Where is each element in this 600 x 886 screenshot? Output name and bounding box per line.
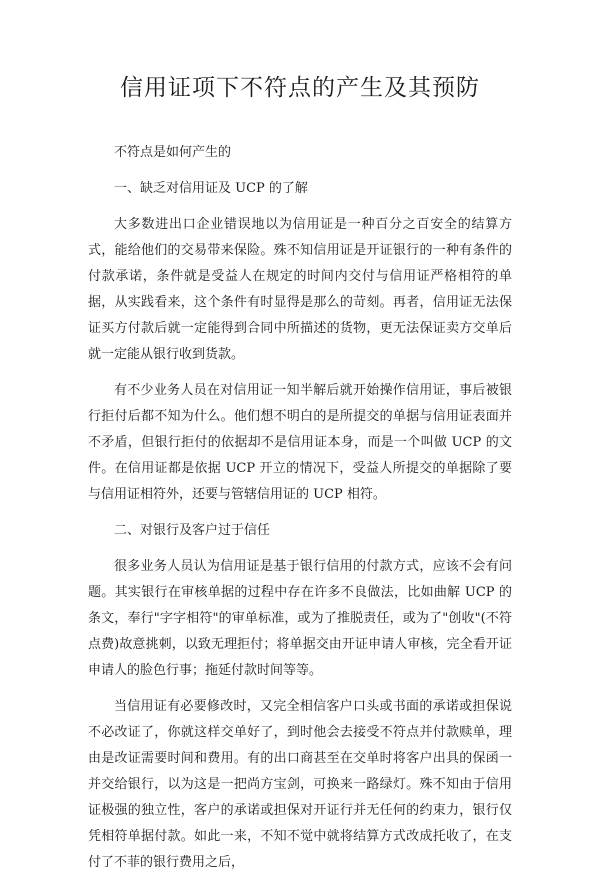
paragraph: 有不少业务人员在对信用证一知半解后就开始操作信用证，事后被银行拒付后都不知为什么。他们想不明白的是所提交的单据与信用证表面并不矛盾，但银行拒付的依据却不是信用证本身，而是一个叫做 UCP 的文件。在信用证都是依据 UCP 开立的情况下，受益人所提交的单据除了要与信用证相符外，还要与管辖信用证的 UCP 相符。 [88, 383, 512, 502]
section-heading: 一、缺乏对信用证及 UCP 的了解 [114, 181, 308, 196]
document-title: 信用证项下不符点的产生及其预防 [120, 75, 480, 101]
paragraph: 当信用证有必要修改时，又完全相信客户口头或书面的承诺或担保说不必改证了，你就这样交单好了，到时他会去接受不符点并付款赎单，理由是改证需要时间和费用。有的出口商甚至在交单时将客户出具的保函一并交给银行，以为这是一把尚方宝剑，可换来一路绿灯。殊不知由于信用证极强的独立性，客户的承诺或担保对开证行并无任何的约束力，银行仅凭相符单据付款。如此一来，不知不觉中就将结算方式改成托收了，在支付了不菲的银行费用之后， [88, 699, 512, 870]
paragraph: 很多业务人员认为信用证是基于银行信用的付款方式，应该不会有问题。其实银行在审核单据的过程中存在许多不良做法，比如曲解 UCP 的条文，奉行"字字相符"的审单标准，或为了推脱责任，或为了"创收"(不符点费)故意挑刺，以致无理拒付；将单据交由开证申请人审核，完全看开证申请人的脸色行事；拖延付款时间等等。 [88, 559, 512, 678]
document-body [88, 140, 512, 886]
paragraph: 大多数进出口企业错误地以为信用证是一种百分之百安全的结算方式，能给他们的交易带来保险。殊不知信用证是开证银行的一种有条件的付款承诺，条件就是受益人在规定的时间内交付与信用证严格相符的单据，从实践看来，这个条件有时显得是那么的苛刻。再者，信用证无法保证买方付款后就一定能得到合同中所描述的货物，更无法保证卖方交单后就一定能从银行收到货款。 [88, 217, 512, 362]
section-heading: 二、对银行及客户过于信任 [114, 523, 271, 538]
section-heading: 不符点是如何产生的 [114, 145, 232, 160]
